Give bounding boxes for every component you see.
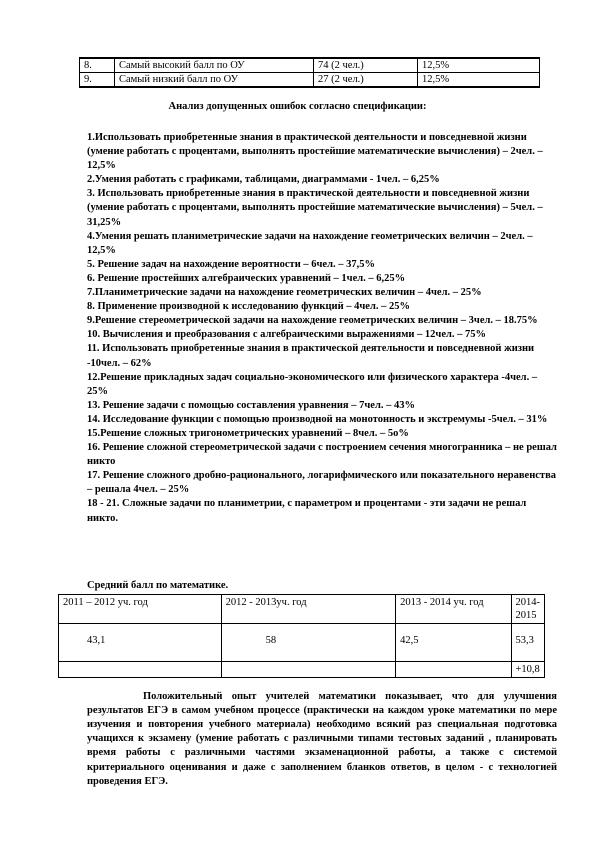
- list-item: 5. Решение задач на нахождение вероятности – 6чел. – 37,5%: [87, 258, 375, 270]
- list-item: 16. Решение сложной стереометрической задачи с построением сечения многогранника – не решал никто: [87, 442, 557, 468]
- row-description: Самый высокий балл по ОУ: [115, 58, 314, 73]
- diff-cell: [221, 662, 395, 678]
- list-item: 4.Умения решать планиметрические задачи на нахождение геометрических величин – 2чел. – 12,5%: [87, 230, 533, 256]
- year-header: 2014-2015: [511, 595, 545, 624]
- average-score-title: Средний балл по математике.: [87, 580, 229, 591]
- error-list: [87, 131, 557, 526]
- score-cell: 42,5: [396, 624, 511, 662]
- list-item: 14. Исследование функции с помощью производной на монотонность и экстремумы -5чел. – 31%: [87, 413, 548, 425]
- row-description: Самый низкий балл по ОУ: [115, 73, 314, 88]
- table-row: [59, 624, 545, 662]
- conclusion-paragraph: Положительный опыт учителей математики показывает, что для улучшения результатов ЕГЭ в самом учебном процессе (практически на каждом уроке математики по мере изучения и повторения учебного материала) необходимо всякий раз специальная подготовка учащихся к экзамену (умение работать с различными типами тестовых заданий , планировать время работы с различными частями экзаменационной работы, а также с системой критериального оценивания и даже с заполнением бланков ответов, в целом - с технологией проведения ЕГЭ.: [87, 690, 557, 787]
- list-item: 9.Решение стереометрической задачи на нахождение геометрических величин – 3чел. – 18.75%: [87, 315, 538, 327]
- score-cell: 58: [221, 624, 395, 662]
- average-score-table: [58, 594, 545, 678]
- list-item: 2.Умения работать с графиками, таблицами, диаграммами - 1чел. – 6,25%: [87, 174, 440, 186]
- row-value: 27 (2 чел.): [314, 73, 418, 88]
- diff-cell: [59, 662, 222, 678]
- table-header-row: [59, 595, 545, 624]
- list-item: 3. Использовать приобретенные знания в практической деятельности и повседневной жизни (умение работать с процентами, выполнять простейшие математические вычисления) – 5чел. – 31,25%: [87, 188, 543, 228]
- row-value: 74 (2 чел.): [314, 58, 418, 73]
- diff-cell: +10,8: [511, 662, 545, 678]
- year-header: 2011 – 2012 уч. год: [59, 595, 222, 624]
- list-item: 15.Решение сложных тригонометрических уравнений – 8чел. – 5о%: [87, 427, 409, 439]
- list-item: 1.Использовать приобретенные знания в практической деятельности и повседневной жизни (умение работать с процентами, выполнять простейшие математические вычисления) – 2чел. – 12,5%: [87, 132, 543, 172]
- list-item: 17. Решение сложного дробно-рационального, логарифмического или показательного неравенства – решала 4чел. – 25%: [87, 470, 557, 496]
- row-number: 8.: [80, 58, 115, 73]
- list-item: 10. Вычисления и преобразования с алгебраическими выражениями – 12чел. – 75%: [87, 329, 486, 341]
- year-header: 2013 - 2014 уч. год: [396, 595, 511, 624]
- list-item: 11. Использовать приобретенные знания в практической деятельности и повседневной жизни -10чел. – 62%: [87, 343, 535, 369]
- analysis-heading: Анализ допущенных ошибок согласно спецификации:: [168, 101, 427, 112]
- stats-table: [79, 57, 540, 88]
- list-item: 13. Решение задачи с помощью составления уравнения – 7чел. – 43%: [87, 399, 415, 411]
- row-number: 9.: [80, 73, 115, 88]
- list-item: 12.Решение прикладных задач социально-экономического или физического характера -4чел. – 25%: [87, 371, 538, 397]
- list-item: 6. Решение простейших алгебраических уравнений – 1чел. – 6,25%: [87, 272, 406, 284]
- list-item: 7.Планиметрические задачи на нахождение геометрических величин – 4чел. – 25%: [87, 287, 482, 299]
- row-percent: 12,5%: [418, 73, 540, 88]
- table-row: [80, 58, 540, 73]
- table-row: [80, 73, 540, 88]
- diff-cell: [396, 662, 511, 678]
- year-header: 2012 - 2013уч. год: [221, 595, 395, 624]
- row-percent: 12,5%: [418, 58, 540, 73]
- score-cell: 53,3: [511, 624, 545, 662]
- list-item: 8. Применение производной к исследованию функций – 4чел. – 25%: [87, 301, 410, 313]
- table-row: [59, 662, 545, 678]
- score-cell: 43,1: [59, 624, 222, 662]
- list-item: 18 - 21. Сложные задачи по планиметрии, с параметром и процентами - эти задачи не решал никто.: [87, 498, 527, 524]
